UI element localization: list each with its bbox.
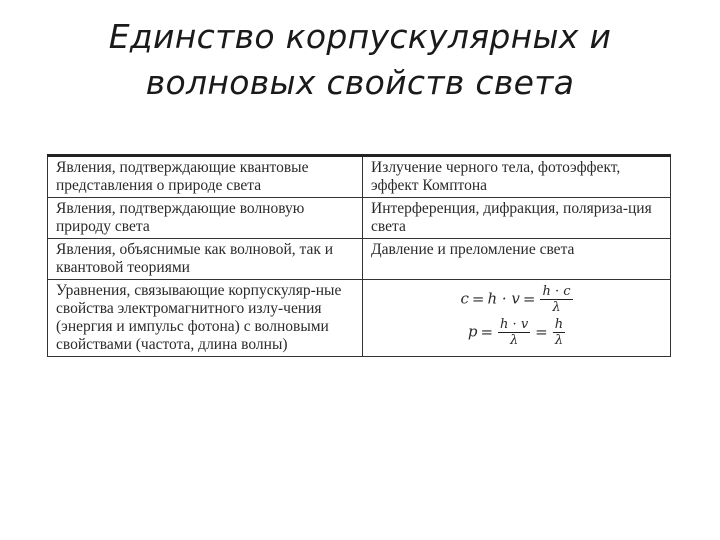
row-2-left: Явления, подтверждающие волновую природу света	[48, 198, 363, 239]
formula-1-numerator: h · c	[542, 284, 571, 299]
row-1-left: Явления, подтверждающие квантовые представления о природе света	[48, 156, 363, 198]
table-row	[48, 156, 671, 198]
formula-2-eq1: =	[480, 322, 494, 341]
formula-1-fraction	[540, 284, 572, 315]
energy-formula	[371, 284, 664, 315]
formula-2-denominator-2: λ	[554, 333, 564, 348]
table-row	[48, 280, 671, 357]
formula-2-fraction-1	[498, 317, 530, 348]
title-line-2: волновых свойств света	[145, 63, 575, 102]
formula-1-eq1: =	[471, 289, 485, 308]
formula-1-mid: h · v	[487, 289, 520, 308]
formula-2-numerator-2: h	[554, 317, 564, 332]
row-2-right: Интерференция, дифракция, поляриза-ция света	[363, 198, 671, 239]
formula-2-eq2: =	[535, 322, 548, 341]
formula-2-numerator-1: h · v	[500, 317, 529, 332]
table-row	[48, 198, 671, 239]
properties-table	[47, 154, 671, 357]
title-line-1: Единство корпускулярных и	[108, 17, 612, 56]
formula-1-lhs: c	[460, 289, 469, 308]
row-4-left: Уравнения, связывающие корпускуляр-ные свойства электромагнитного излу-чения (энергия и импульс фотона) с волновыми свойствами (частота, длина волны)	[48, 280, 363, 357]
row-1-right: Излучение черного тела, фотоэффект, эффект Комптона	[363, 156, 671, 198]
formula-2-denominator-1: λ	[509, 333, 519, 348]
table-row	[48, 239, 671, 280]
formula-2-fraction-2	[553, 317, 565, 348]
formula-1-eq2: =	[522, 289, 536, 308]
formula-1-denominator: λ	[552, 300, 561, 315]
formula-2-lhs: p	[467, 322, 478, 341]
slide-title	[60, 14, 660, 106]
row-4-formulas	[363, 280, 671, 357]
momentum-formula	[371, 317, 664, 348]
row-3-left: Явления, объяснимые как волновой, так и квантовой теориями	[48, 239, 363, 280]
row-3-right: Давление и преломление света	[363, 239, 671, 280]
